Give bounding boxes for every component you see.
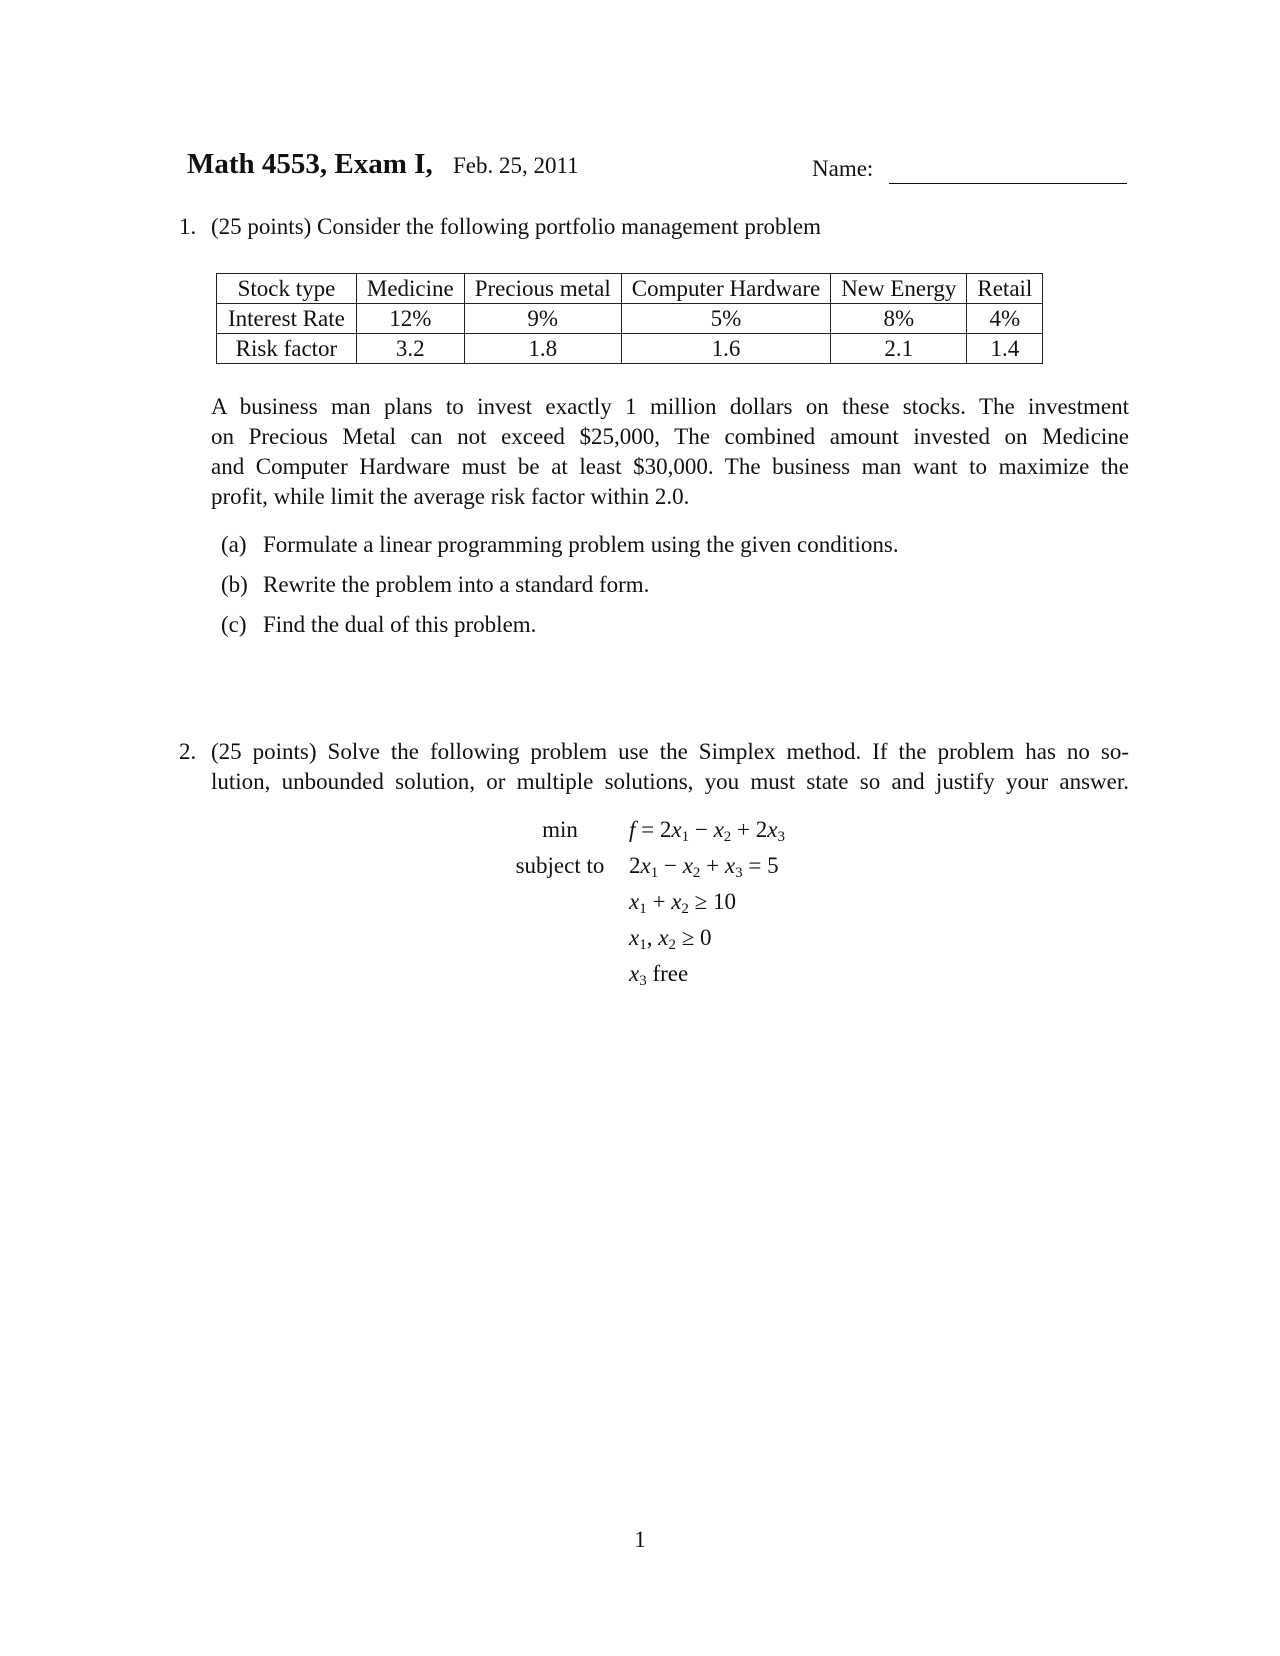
part-text: Formulate a linear programming problem using the given conditions. [263, 532, 899, 557]
table-cell: 5% [621, 304, 830, 334]
table-cell: 1.6 [621, 334, 830, 364]
table-cell: 9% [464, 304, 621, 334]
constraint-expression: $2x_1 - x_2 + x_3 = 5$ [629, 853, 779, 881]
table-cell: Precious metal [464, 274, 621, 304]
table-cell: 1.4 [967, 334, 1043, 364]
problem-1-description [211, 392, 1129, 512]
table-cell: 1.8 [464, 334, 621, 364]
part-c [221, 610, 899, 650]
constraint-expression: $x_3$ free [629, 961, 689, 989]
table-cell: Medicine [356, 274, 464, 304]
constraint-expression: $x_1$, $x_2 \ge 0$ [629, 925, 712, 953]
name-blank-line [889, 183, 1127, 184]
table-cell: 8% [831, 304, 967, 334]
table-cell: Retail [967, 274, 1043, 304]
part-b [221, 570, 899, 610]
portfolio-table [216, 273, 1043, 364]
part-label: (a) [221, 532, 247, 557]
part-label: (b) [221, 572, 248, 597]
page-number: 1 [634, 1527, 646, 1552]
problem-intro [211, 212, 1129, 242]
table-cell: 12% [356, 304, 464, 334]
problem-intro-line: (25 points) Consider the following portfolio management problem [211, 214, 822, 239]
table-row [217, 274, 1043, 304]
paragraph-line: A business man plans to invest exactly 1 million dollars on these stocks. The investment [211, 394, 1129, 419]
part-text: Rewrite the problem into a standard form. [263, 572, 650, 597]
objective-expression: $f = 2x_1 - x_2 + 2x_3$ [629, 817, 785, 845]
table-cell: New Energy [831, 274, 967, 304]
problem-number: 1. [179, 214, 197, 239]
table-cell: Risk factor [217, 334, 357, 364]
table-cell: 2.1 [831, 334, 967, 364]
table-cell: Interest Rate [217, 304, 357, 334]
table-row [217, 334, 1043, 364]
problem-intro-line: lution, unbounded solution, or multiple solutions, you must state so and justify your answer. [211, 769, 1129, 794]
exam-header [187, 148, 1127, 188]
table-cell: 4% [967, 304, 1043, 334]
paragraph-line: profit, while limit the average risk factor within 2.0. [211, 484, 690, 509]
subject-to-label: subject to [515, 853, 605, 878]
constraint-expression: $x_1 + x_2 \ge 10$ [629, 889, 737, 917]
problem-1-parts [221, 530, 899, 650]
paragraph-line: on Precious Metal can not exceed $25,000, The combined amount invested on Medicine [211, 424, 1129, 449]
part-label: (c) [221, 612, 247, 637]
part-a [221, 530, 899, 570]
table-cell: 3.2 [356, 334, 464, 364]
problem-intro-line: (25 points) Solve the following problem use the Simplex method. If the problem has no so- [211, 739, 1129, 764]
course-title: Math 4553, Exam I, [187, 148, 433, 180]
table-cell: Stock type [217, 274, 357, 304]
name-label: Name: [812, 156, 874, 181]
table-row [217, 304, 1043, 334]
problem-intro [211, 737, 1129, 797]
problem-number: 2. [179, 739, 197, 764]
exam-date: Feb. 25, 2011 [453, 153, 579, 178]
min-label: min [542, 817, 578, 842]
part-text: Find the dual of this problem. [263, 612, 537, 637]
table-cell: Computer Hardware [621, 274, 830, 304]
paragraph-line: and Computer Hardware must be at least $30,000. The business man want to maximize the [211, 454, 1129, 479]
